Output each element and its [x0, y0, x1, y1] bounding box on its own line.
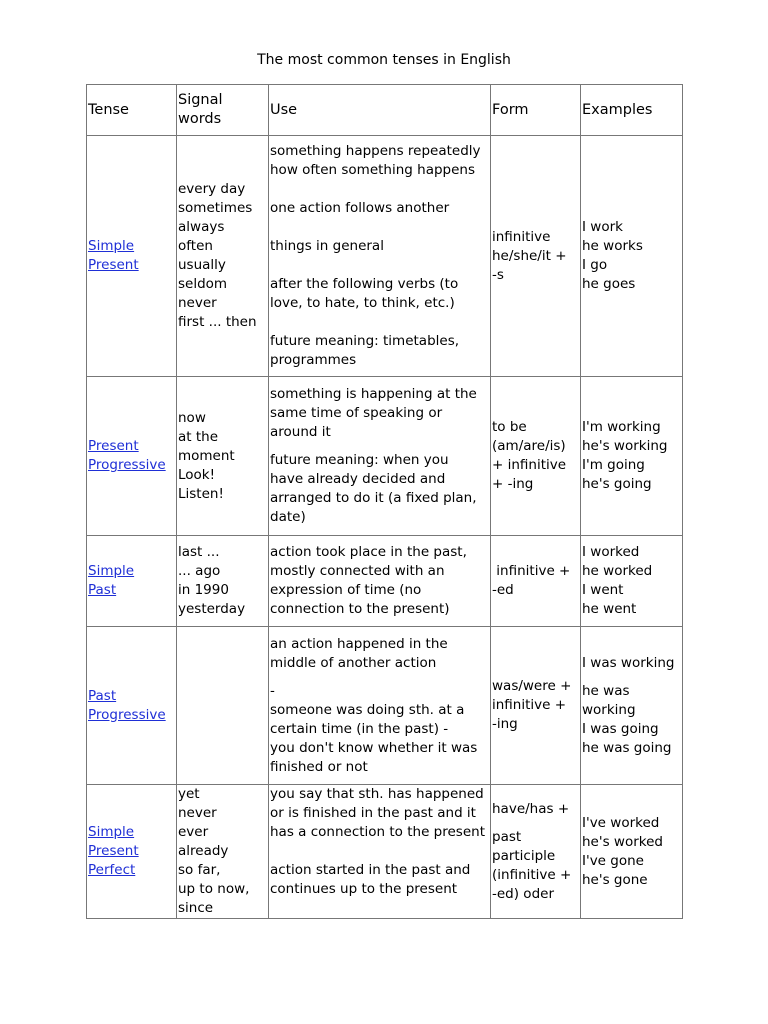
- tense-cell: [87, 536, 177, 627]
- use-cell: an action happened in the middle of another action - someone was doing sth. at a certain time (in the past) - you don't know whether it was finished or not: [269, 627, 491, 785]
- form-cell: was/were + infinitive + -ing: [491, 627, 581, 785]
- tense-cell: [87, 377, 177, 536]
- use-cell: something happens repeatedly how often something happens one action follows another things in general after the following verbs (to love, to hate, to think, etc.) future meaning: timetables, programmes: [269, 136, 491, 377]
- signal-words-cell: every day sometimes always often usually seldom never first ... then: [177, 136, 269, 377]
- examples-cell: I worked he worked I went he went: [581, 536, 683, 627]
- signal-words-cell: [177, 627, 269, 785]
- tense-link-simple-present[interactable]: Simple Present: [88, 238, 139, 273]
- signal-words-cell: last ... ... ago in 1990 yesterday: [177, 536, 269, 627]
- form-cell: infinitive + -ed: [491, 536, 581, 627]
- examples-cell: I'm working he's working I'm going he's going: [581, 377, 683, 536]
- tense-cell: [87, 785, 177, 919]
- form-cell: have/has + past participle (infinitive + -ed) oder: [491, 785, 581, 919]
- tense-link-present-progressive[interactable]: Present Progressive: [88, 438, 166, 473]
- table-row: [87, 536, 683, 627]
- tense-cell: [87, 136, 177, 377]
- table-row: [87, 136, 683, 377]
- page-title: The most common tenses in English: [257, 52, 511, 68]
- table-row: [87, 377, 683, 536]
- form-cell: to be (am/are/is) + infinitive + -ing: [491, 377, 581, 536]
- header-use: Use: [269, 85, 491, 136]
- table-header-row: [87, 85, 683, 136]
- tenses-table: [86, 84, 683, 919]
- table-row: [87, 785, 683, 919]
- header-examples: Examples: [581, 85, 683, 136]
- signal-words-cell: now at the moment Look! Listen!: [177, 377, 269, 536]
- tense-link-simple-present-perfect[interactable]: Simple Present Perfect: [88, 824, 139, 878]
- examples-cell: I've worked he's worked I've gone he's gone: [581, 785, 683, 919]
- header-tense: Tense: [87, 85, 177, 136]
- table-row: [87, 627, 683, 785]
- examples-cell: I was working he was working I was going he was going: [581, 627, 683, 785]
- use-cell: action took place in the past, mostly connected with an expression of time (no connection to the present): [269, 536, 491, 627]
- form-cell: infinitive he/she/it + -s: [491, 136, 581, 377]
- signal-words-cell: yet never ever already so far, up to now, since: [177, 785, 269, 919]
- header-signal-words: Signal words: [177, 85, 269, 136]
- tense-link-simple-past[interactable]: Simple Past: [88, 563, 135, 598]
- tense-link-past-progressive[interactable]: Past Progressive: [88, 687, 166, 723]
- examples-cell: I work he works I go he goes: [581, 136, 683, 377]
- use-cell: something is happening at the same time of speaking or around it future meaning: when you have already decided and arranged to do it (a fixed plan, date): [269, 377, 491, 536]
- use-cell: you say that sth. has happened or is finished in the past and it has a connection to the present action started in the past and continues up to the present: [269, 785, 491, 919]
- header-form: Form: [491, 85, 581, 136]
- tense-cell: [87, 627, 177, 785]
